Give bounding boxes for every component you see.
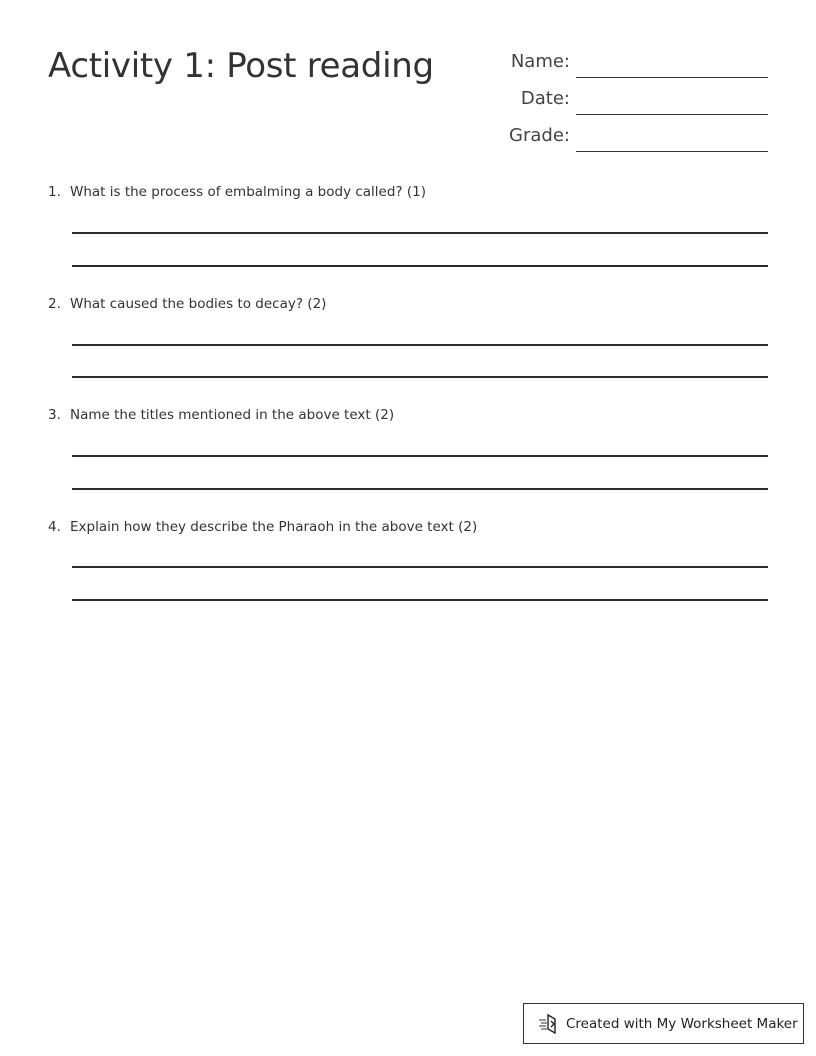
question-1 bbox=[48, 184, 768, 274]
question-2 bbox=[48, 296, 768, 386]
question-number: 4. bbox=[48, 519, 61, 535]
grade-field[interactable] bbox=[470, 122, 768, 152]
footer-badge[interactable] bbox=[523, 1003, 804, 1044]
name-label: Name: bbox=[510, 51, 570, 72]
answer-line[interactable] bbox=[72, 488, 768, 490]
grade-label: Grade: bbox=[509, 125, 570, 146]
question-text bbox=[48, 519, 477, 535]
answer-line[interactable] bbox=[72, 599, 768, 601]
question-prompt: What is the process of embalming a body called? (1) bbox=[70, 184, 427, 200]
answer-line[interactable] bbox=[72, 566, 768, 568]
grade-line[interactable] bbox=[576, 151, 768, 152]
answer-line[interactable] bbox=[72, 265, 768, 267]
question-prompt: Explain how they describe the Pharaoh in the above text (2) bbox=[70, 519, 478, 535]
date-label: Date: bbox=[520, 88, 570, 109]
answer-line[interactable] bbox=[72, 344, 768, 346]
answer-line[interactable] bbox=[72, 232, 768, 234]
answer-line[interactable] bbox=[72, 376, 768, 378]
footer-text: Created with My Worksheet Maker bbox=[566, 1015, 798, 1032]
date-field[interactable] bbox=[470, 85, 768, 115]
name-line[interactable] bbox=[576, 77, 768, 78]
worksheet-maker-logo-icon bbox=[538, 1013, 560, 1035]
question-prompt: Name the titles mentioned in the above text (2) bbox=[70, 407, 395, 423]
question-3 bbox=[48, 407, 768, 497]
question-number: 1. bbox=[48, 184, 61, 200]
answer-line[interactable] bbox=[72, 455, 768, 457]
question-text bbox=[48, 407, 394, 423]
date-line[interactable] bbox=[576, 114, 768, 115]
page-title: Activity 1: Post reading bbox=[48, 46, 434, 86]
name-field[interactable] bbox=[470, 48, 768, 78]
question-prompt: What caused the bodies to decay? (2) bbox=[70, 296, 327, 312]
question-text bbox=[48, 184, 426, 200]
question-4 bbox=[48, 519, 768, 609]
question-number: 3. bbox=[48, 407, 61, 423]
question-text bbox=[48, 296, 326, 312]
question-number: 2. bbox=[48, 296, 61, 312]
